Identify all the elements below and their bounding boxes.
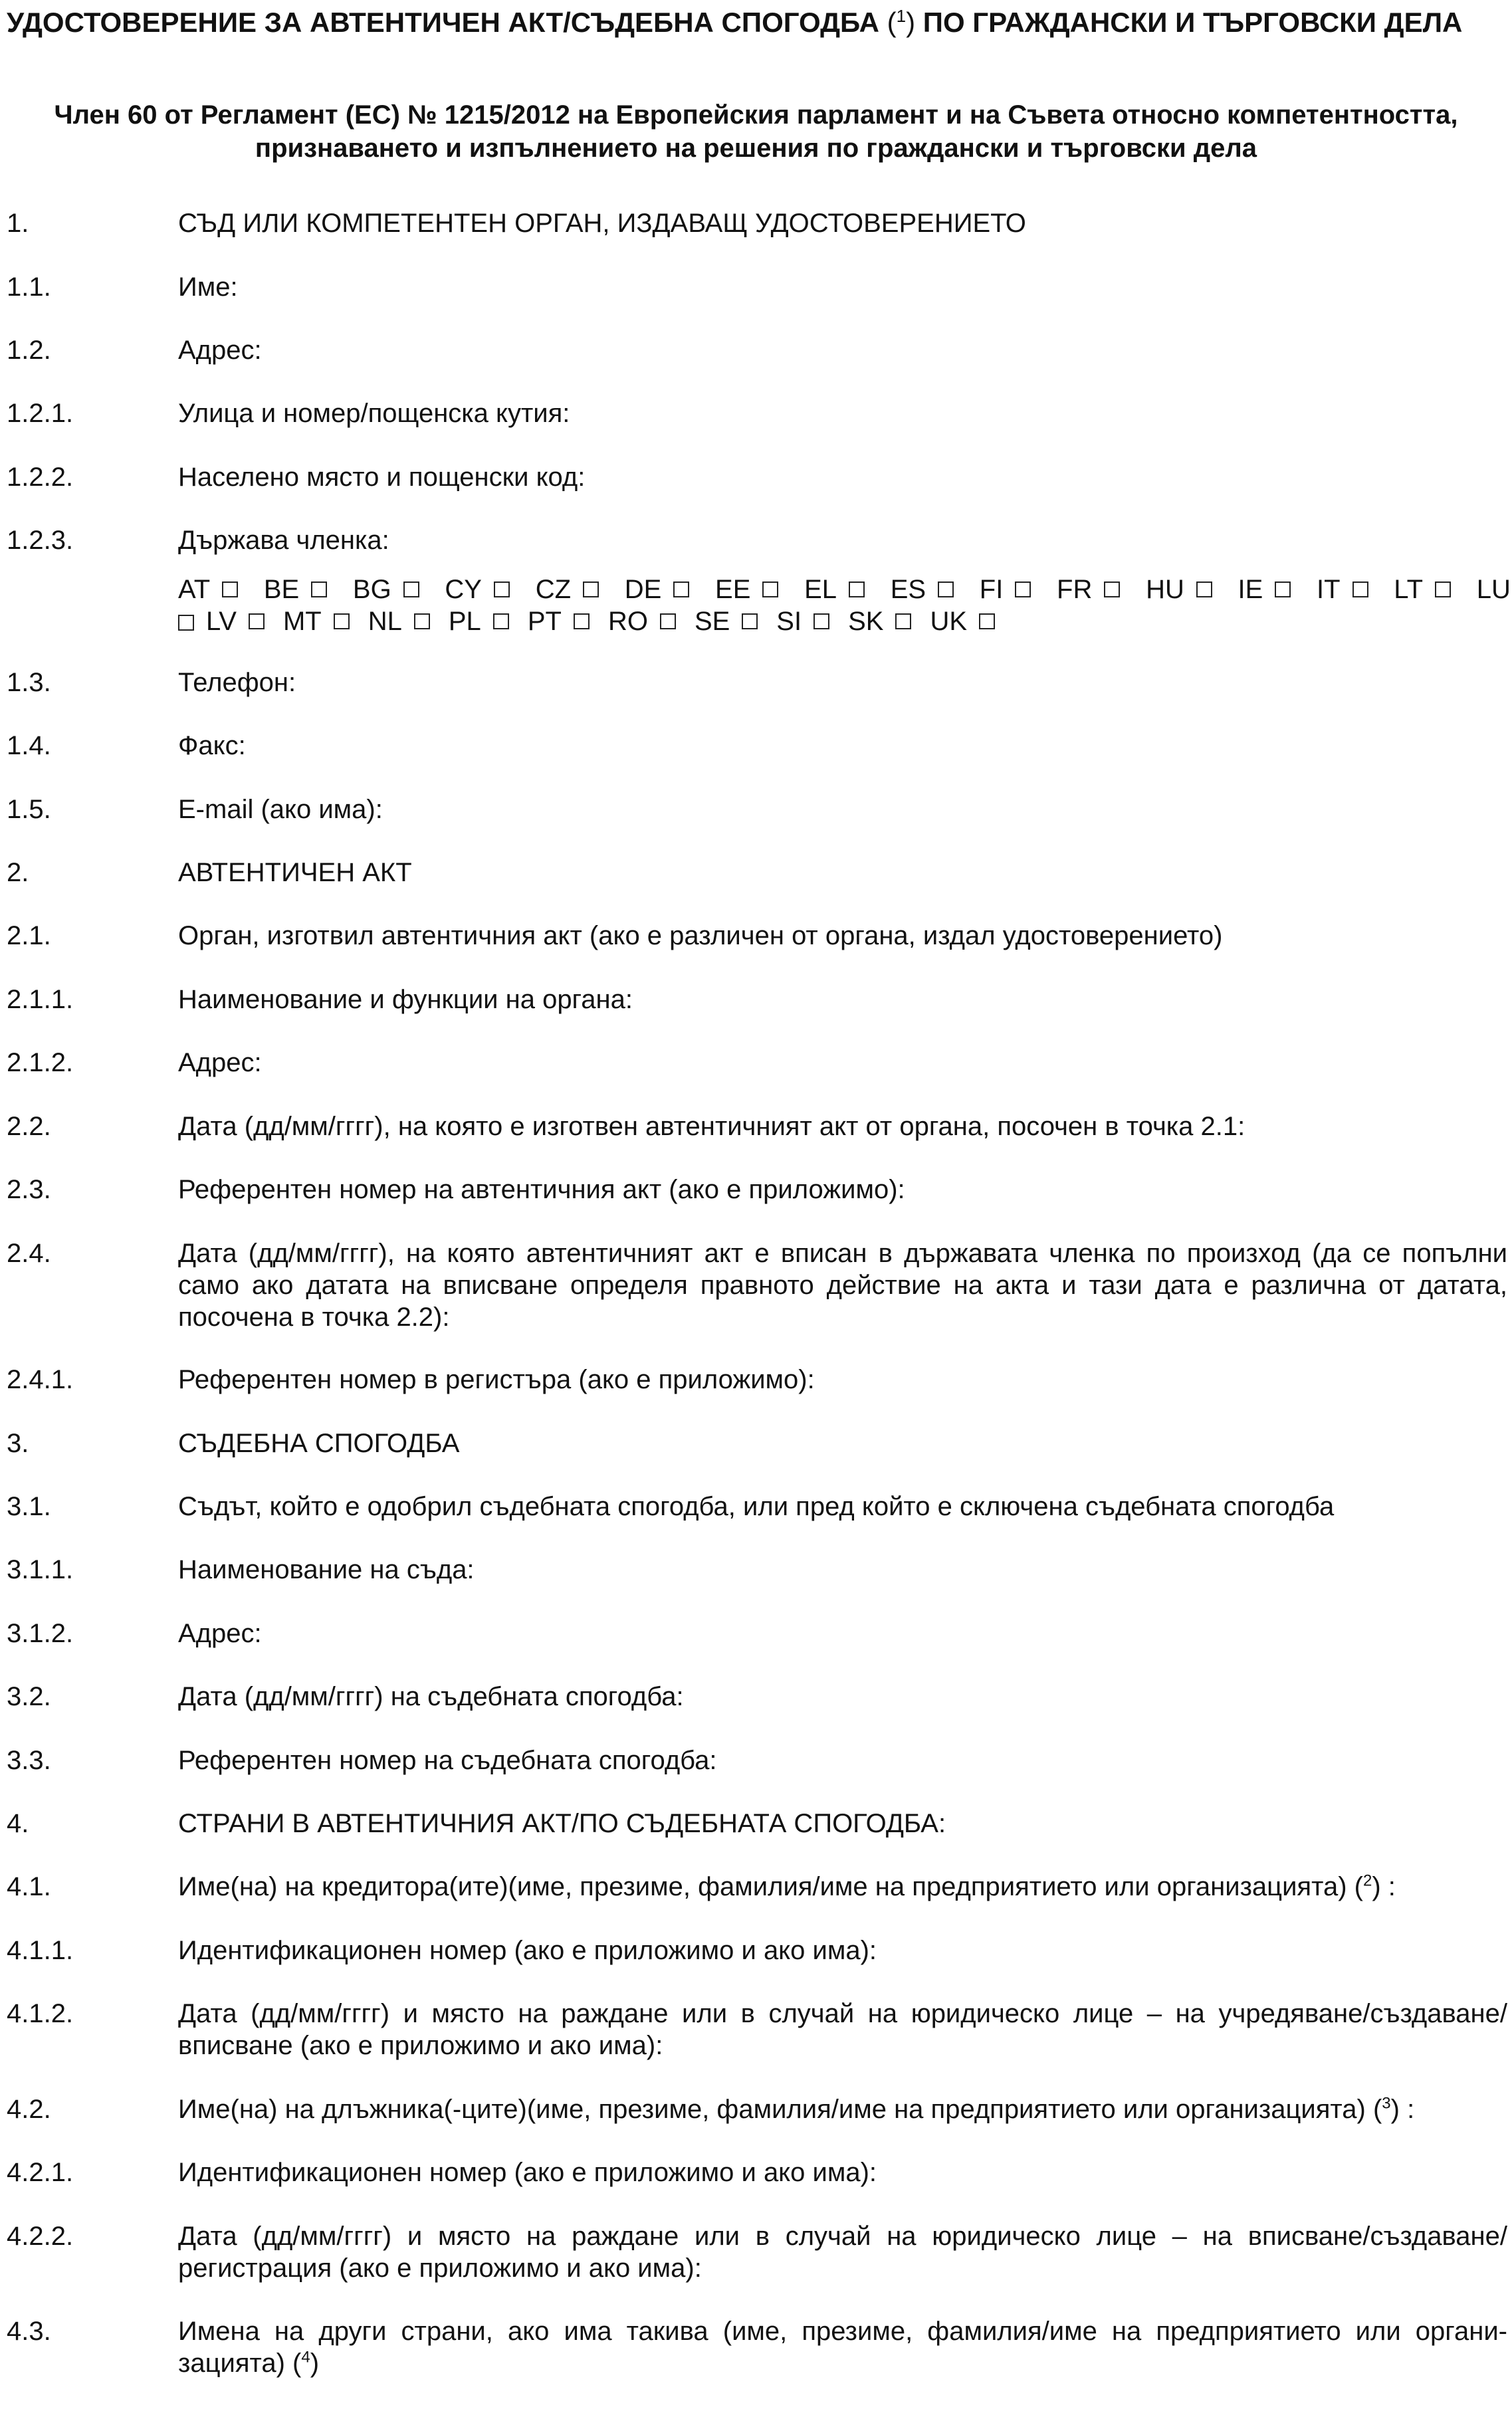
member-state-code: LT (1394, 575, 1424, 604)
checkbox[interactable] (414, 613, 430, 629)
field-label: Име(на) на длъжника(-ците)(име, презиме, фамилия/име на предприятието или организацията) ($^3$) : (178, 2094, 1415, 2124)
checkbox[interactable] (762, 581, 778, 597)
field-label: Населено място и пощенски код: (178, 463, 586, 492)
checkbox[interactable] (222, 581, 238, 597)
field-number: 1.4. (7, 731, 51, 760)
checkbox[interactable] (673, 581, 689, 597)
member-state-code: UK (930, 607, 968, 636)
field-number: 1.2.1. (7, 399, 74, 428)
member-state-code: SE (694, 607, 730, 636)
section-heading: СТРАНИ В АВТЕНТИЧНИЯ АКТ/ПО СЪДЕБНАТА СПОГОДБА: (178, 1809, 946, 1838)
field-number: 3.1. (7, 1492, 51, 1521)
checkbox[interactable] (938, 581, 954, 597)
member-state-code: IE (1238, 575, 1263, 604)
field-number: 4.3. (7, 2317, 51, 2346)
field-number: 3.2. (7, 1682, 51, 1711)
field-label: Дата (дд/мм/гггг), на която е изготвен автентичният акт от органа, посочен в точка 2.1: (178, 1112, 1245, 1141)
member-state-SK[interactable] (848, 605, 914, 637)
field-label: E-mail (ако има): (178, 795, 383, 824)
member-state-FI[interactable] (980, 574, 1034, 605)
member-state-code: AT (178, 575, 211, 604)
checkbox[interactable] (1352, 581, 1368, 597)
field-label: Референтен номер на съдебната спогодба: (178, 1746, 717, 1775)
checkbox[interactable] (1196, 581, 1212, 597)
field-number: 1.1. (7, 272, 51, 302)
field-label: Адрес: (178, 1048, 262, 1077)
field-label: Идентификационен номер (ако е приложимо и ако има): (178, 2158, 877, 2187)
field-number: 4.2. (7, 2095, 51, 2124)
field-number: 4.1.1. (7, 1936, 74, 1965)
section-heading: СЪДЕБНА СПОГОДБА (178, 1429, 460, 1458)
title-footnote-ref: 1 (896, 6, 907, 26)
member-state-BG[interactable] (353, 574, 422, 605)
field-label: Факс: (178, 731, 246, 760)
field-label: Референтен номер на автентичния акт (ако е приложимо): (178, 1175, 905, 1204)
field-number: 2.4.1. (7, 1365, 74, 1394)
section-number: 1. (7, 209, 29, 238)
checkbox[interactable] (403, 581, 419, 597)
checkbox[interactable] (849, 581, 865, 597)
field-label: Наименование на съда: (178, 1555, 475, 1584)
field-number: 1.3. (7, 668, 51, 697)
section-number: 4. (7, 1809, 29, 1838)
checkbox[interactable] (742, 613, 758, 629)
member-state-LV[interactable] (206, 605, 267, 637)
member-state-PL[interactable] (449, 605, 512, 637)
regulation-subtitle (0, 98, 1512, 165)
checkbox[interactable] (1435, 581, 1451, 597)
field-label-text: Име(на) на кредитора(ите)(име, презиме, фамилия/име на предприятието или организацията) (178, 1872, 1347, 1901)
field-label: Адрес: (178, 336, 262, 365)
member-state-code: EE (715, 575, 751, 604)
section-heading: АВТЕНТИЧЕН АКТ (178, 858, 412, 887)
checkbox[interactable] (574, 613, 590, 629)
field-number: 4.1.2. (7, 1999, 74, 2028)
member-state-code: BE (263, 575, 300, 604)
field-label: Дата (дд/мм/гггг) и място на раждане или в случай на юридическо лице – на вписване/създаване/ регистрация (ако е приложимо и ако има): (178, 2222, 1507, 2283)
field-label-tail: : (1388, 1872, 1396, 1901)
member-state-code: BG (352, 575, 391, 604)
member-state-NL[interactable] (368, 605, 433, 637)
member-state-code: NL (368, 607, 402, 636)
field-label-text: Име(на) на длъжника(-ците)(име, презиме, фамилия/име на предприятието или организацията) (178, 2095, 1366, 2124)
field-label: Телефон: (178, 668, 296, 697)
field-label: Идентификационен номер (ако е приложимо и ако има): (178, 1936, 877, 1965)
field-number: 4.1. (7, 1872, 51, 1901)
field-number: 4.2.2. (7, 2222, 74, 2251)
member-state-code: DE (624, 575, 662, 604)
member-state-EE[interactable] (715, 574, 781, 605)
member-state-RO[interactable] (608, 605, 679, 637)
title-text: УДОСТОВЕРЕНИЕ ЗА АВТЕНТИЧЕН АКТ/СЪДЕБНА СПОГОДБА (7, 7, 879, 38)
footnote-ref: 3 (1382, 2094, 1391, 2113)
member-state-code: PT (527, 607, 562, 636)
field-number: 4.2.1. (7, 2158, 74, 2187)
member-state-code: IT (1317, 575, 1341, 604)
field-number: 1.2.3. (7, 526, 74, 555)
field-number: 3.1.1. (7, 1555, 74, 1584)
field-number: 2.3. (7, 1175, 51, 1204)
subtitle-line-1: Член 60 от Регламент (ЕС) № 1215/2012 на Европейския парламент и на Съвета относно компетентността, (54, 100, 1458, 130)
field-label: Референтен номер в регистъра (ако е приложимо): (178, 1365, 815, 1394)
field-label: Дата (дд/мм/гггг) на съдебната спогодба: (178, 1682, 684, 1711)
member-state-code: ES (890, 575, 926, 604)
member-state-code: CY (445, 575, 482, 604)
member-state-code: EL (804, 575, 837, 604)
field-label-text: Имена на други страни, ако има такива (име, презиме, фамилия/име на предприятието или органи- зацията) (178, 2317, 1507, 2378)
field-number: 2.1.1. (7, 985, 74, 1014)
field-number: 2.4. (7, 1239, 51, 1268)
field-number: 1.2.2. (7, 463, 74, 492)
member-state-checkboxes-line-2 (178, 605, 1511, 637)
field-label: Улица и номер/пощенска кутия: (178, 399, 570, 428)
checkbox[interactable] (249, 613, 265, 629)
member-state-code: CZ (535, 575, 572, 604)
field-number: 2.2. (7, 1112, 51, 1141)
field-label: Имена на други страни, ако има такива (име, презиме, фамилия/име на предприятието или органи- зацията) ($^4$) (178, 2317, 1507, 2378)
field-number: 2.1.2. (7, 1048, 74, 1077)
checkbox-LU[interactable] (178, 615, 194, 631)
checkbox[interactable] (493, 613, 509, 629)
footnote-ref: 2 (1362, 1871, 1372, 1890)
member-state-code: FI (979, 575, 1004, 604)
member-state-HU[interactable] (1146, 574, 1215, 605)
checkbox[interactable] (979, 613, 995, 629)
member-state-BE[interactable] (264, 574, 330, 605)
document-title: УДОСТОВЕРЕНИЕ ЗА АВТЕНТИЧЕН АКТ/СЪДЕБНА СПОГОДБА ($^1$) ПО ГРАЖДАНСКИ И ТЪРГОВСКИ ДЕЛА (7, 6, 1463, 38)
member-state-code: LU (1476, 575, 1511, 604)
member-state-checkboxes-line-1 (178, 574, 1511, 605)
member-state-CZ[interactable] (536, 574, 601, 605)
field-number: 3.3. (7, 1746, 51, 1775)
checkbox[interactable] (813, 613, 829, 629)
member-state-code: FR (1057, 575, 1093, 604)
member-state-ES[interactable] (891, 574, 956, 605)
member-state-IE[interactable] (1238, 574, 1294, 605)
field-label: Съдът, който е одобрил съдебната спогодба, или пред който е сключена съдебната спогодба (178, 1492, 1335, 1521)
checkbox[interactable] (583, 581, 599, 597)
field-label: Име(на) на кредитора(ите)(име, презиме, фамилия/име на предприятието или организацията) ($^2$) : (178, 1871, 1396, 1901)
member-state-FR[interactable] (1057, 574, 1123, 605)
section-number: 2. (7, 858, 29, 887)
checkbox[interactable] (311, 581, 327, 597)
subtitle-line-2: признаването и изпълнението на решения по граждански и търговски дела (255, 134, 1257, 163)
field-label: Име: (178, 272, 238, 302)
field-label-tail: : (1407, 2095, 1415, 2124)
member-state-code: LV (206, 607, 237, 636)
checkbox[interactable] (494, 581, 510, 597)
field-label: Адрес: (178, 1619, 262, 1648)
field-label: Дата (дд/мм/гггг), на която автентичният акт е вписан в държавата членка по произход (да се попълни само ако датата на вписване определя правното действие на акта и тази дата е различна от датата, посочена в точка 2.2): (178, 1239, 1507, 1332)
title-tail: ПО ГРАЖДАНСКИ И ТЪРГОВСКИ ДЕЛА (922, 7, 1463, 38)
member-state-SI[interactable] (776, 605, 832, 637)
field-number: 2.1. (7, 921, 51, 950)
footnote-ref: 4 (301, 2348, 310, 2367)
checkbox[interactable] (334, 613, 350, 629)
checkbox[interactable] (1015, 581, 1031, 597)
member-state-code: RO (607, 607, 648, 636)
member-state-AT[interactable] (178, 574, 241, 605)
checkbox[interactable] (1104, 581, 1120, 597)
field-label: Дата (дд/мм/гггг) и място на раждане или в случай на юридическо лице – на учредяване/създаване/ вписване (ако е приложимо и ако има): (178, 1999, 1507, 2060)
field-number: 3.1.2. (7, 1619, 74, 1648)
section-number: 3. (7, 1429, 29, 1458)
field-number: 1.5. (7, 795, 51, 824)
member-state-code: HU (1146, 575, 1184, 604)
member-state-code: PL (448, 607, 481, 636)
member-state-IT[interactable] (1317, 574, 1371, 605)
section-heading: СЪД ИЛИ КОМПЕТЕНТЕН ОРГАН, ИЗДАВАЩ УДОСТОВЕРЕНИЕТО (178, 209, 1026, 238)
field-label: Орган, изготвил автентичния акт (ако е различен от органа, издал удостоверението) (178, 921, 1223, 950)
member-state-DE[interactable] (625, 574, 693, 605)
field-label: Наименование и функции на органа: (178, 985, 633, 1014)
member-state-PT[interactable] (528, 605, 592, 637)
member-state-code: SI (776, 607, 802, 636)
member-state-code: SK (848, 607, 884, 636)
member-state-MT[interactable] (283, 605, 352, 637)
member-state-SE[interactable] (695, 605, 760, 637)
member-state-code: MT (282, 607, 322, 636)
field-label: Държава членка: (178, 526, 389, 555)
checkbox[interactable] (1275, 581, 1291, 597)
member-state-LT[interactable] (1394, 574, 1454, 605)
member-state-EL[interactable] (804, 574, 867, 605)
field-number: 1.2. (7, 336, 51, 365)
checkbox[interactable] (660, 613, 676, 629)
checkbox[interactable] (895, 613, 911, 629)
member-state-LU[interactable] (1477, 574, 1511, 605)
member-state-UK[interactable] (930, 605, 998, 637)
member-state-CY[interactable] (445, 574, 512, 605)
